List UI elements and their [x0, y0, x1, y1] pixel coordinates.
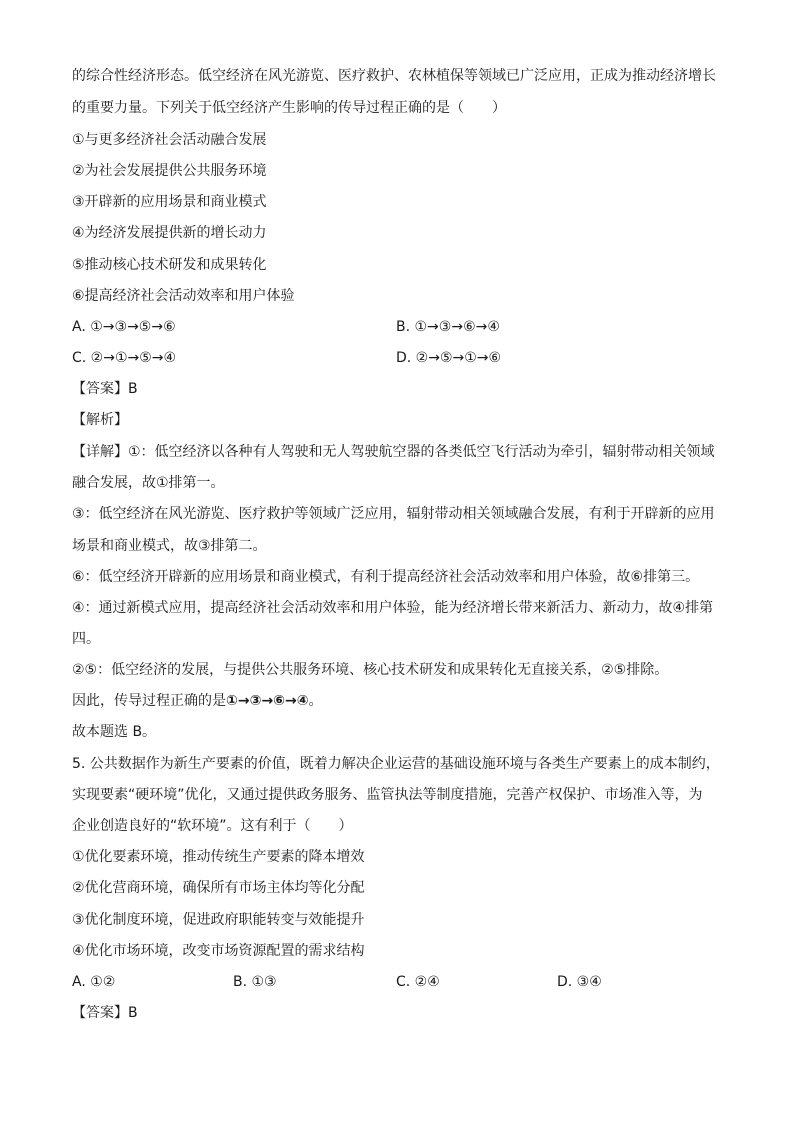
q4-option-b: B. ①→③→⑥→④ — [396, 319, 500, 335]
q4-detail-line: ⑥：低空经济开辟新的应用场景和商业模式，有利于提高经济社会活动效率和用户体验，故⑥排第三。 — [72, 569, 700, 585]
q4-detail-line: ③：低空经济在风光游览、医疗救护等领域广泛应用，辐射带动相关领域融合发展，有利于开辟新的应用 — [72, 506, 715, 522]
q4-item-5: ⑤推动核心技术研发和成果转化 — [72, 257, 267, 273]
q4-item-4: ④为经济发展提供新的增长动力 — [72, 225, 267, 241]
conclusion-suffix: 。 — [308, 693, 323, 709]
q5-stem-line: 实现要素“硬环境”优化，又通过提供政务服务、监管执法等制度措施，完善产权保护、市场准入等，为 — [72, 787, 703, 803]
q4-detail-line: 四。 — [72, 631, 100, 647]
q5-item-2: ②优化营商环境，确保所有市场主体均等化分配 — [72, 880, 365, 896]
q5-option-c: C. ②④ — [396, 974, 440, 990]
q5-option-a: A. ①② — [72, 974, 116, 990]
answer-tag: 【答案】 — [72, 1005, 128, 1021]
q4-analysis-tag: 【解析】 — [72, 412, 128, 428]
q4-item-2: ②为社会发展提供公共服务环境 — [72, 163, 267, 179]
q4-item-1: ①与更多经济社会活动融合发展 — [72, 132, 267, 148]
detail-text: ①：低空经济以各种有人驾驶和无人驾驶航空器的各类低空飞行活动为牵引，辐射带动相关领域 — [128, 444, 715, 460]
q4-option-a: A. ①→③→⑤→⑥ — [72, 319, 176, 335]
q4-detail-line — [72, 442, 715, 462]
q4-detail-line: 融合发展，故①排第一。 — [72, 475, 225, 491]
q4-stem-line: 的重要力量。下列关于低空经济产生影响的传导过程正确的是（ ） — [72, 100, 506, 116]
q5-item-3: ③优化制度环境，促进政府职能转变与效能提升 — [72, 912, 365, 928]
q5-item-1: ①优化要素环境，推动传统生产要素的降本增效 — [72, 849, 365, 865]
answer-value: B — [128, 381, 138, 397]
detail-tag: 【详解】 — [72, 444, 128, 460]
q4-stem-line: 的综合性经济形态。低空经济在风光游览、医疗救护、农林植保等领域已广泛应用，正成为推动经济增长 — [72, 68, 716, 84]
conclusion-sequence: ①→③→⑥→④ — [226, 693, 309, 709]
q5-option-d: D. ③④ — [557, 974, 602, 990]
answer-value: B — [128, 1005, 138, 1021]
q4-final: 故本题选 B。 — [72, 724, 157, 740]
q4-detail-line: ②⑤：低空经济的发展，与提供公共服务环境、核心技术研发和成果转化无直接关系，②⑤排除。 — [72, 662, 669, 678]
q5-answer — [72, 1003, 138, 1023]
q5-stem-line: 5. 公共数据作为新生产要素的价值，既着力解决企业运营的基础设施环境与各类生产要素上的成本制约， — [72, 756, 720, 772]
q4-item-3: ③开辟新的应用场景和商业模式 — [72, 194, 267, 210]
q4-option-d: D. ②→⑤→①→⑥ — [396, 350, 502, 366]
q5-stem-line: 企业创造良好的“软环境”。这有利于（ ） — [72, 818, 353, 834]
answer-tag: 【答案】 — [72, 381, 128, 397]
q4-detail-line: ④：通过新模式应用，提高经济社会活动效率和用户体验，能为经济增长带来新活力、新动力，故④排第 — [72, 600, 714, 616]
conclusion-prefix: 因此，传导过程正确的是 — [72, 693, 226, 709]
q4-answer — [72, 379, 138, 399]
q5-item-4: ④优化市场环境，改变市场资源配置的需求结构 — [72, 943, 365, 959]
q4-option-c: C. ②→①→⑤→④ — [72, 350, 177, 366]
q4-detail-line: 场景和商业模式，故③排第二。 — [72, 538, 267, 554]
q5-option-b: B. ①③ — [233, 974, 277, 990]
q4-conclusion — [72, 691, 323, 711]
q4-item-6: ⑥提高经济社会活动效率和用户体验 — [72, 288, 295, 304]
